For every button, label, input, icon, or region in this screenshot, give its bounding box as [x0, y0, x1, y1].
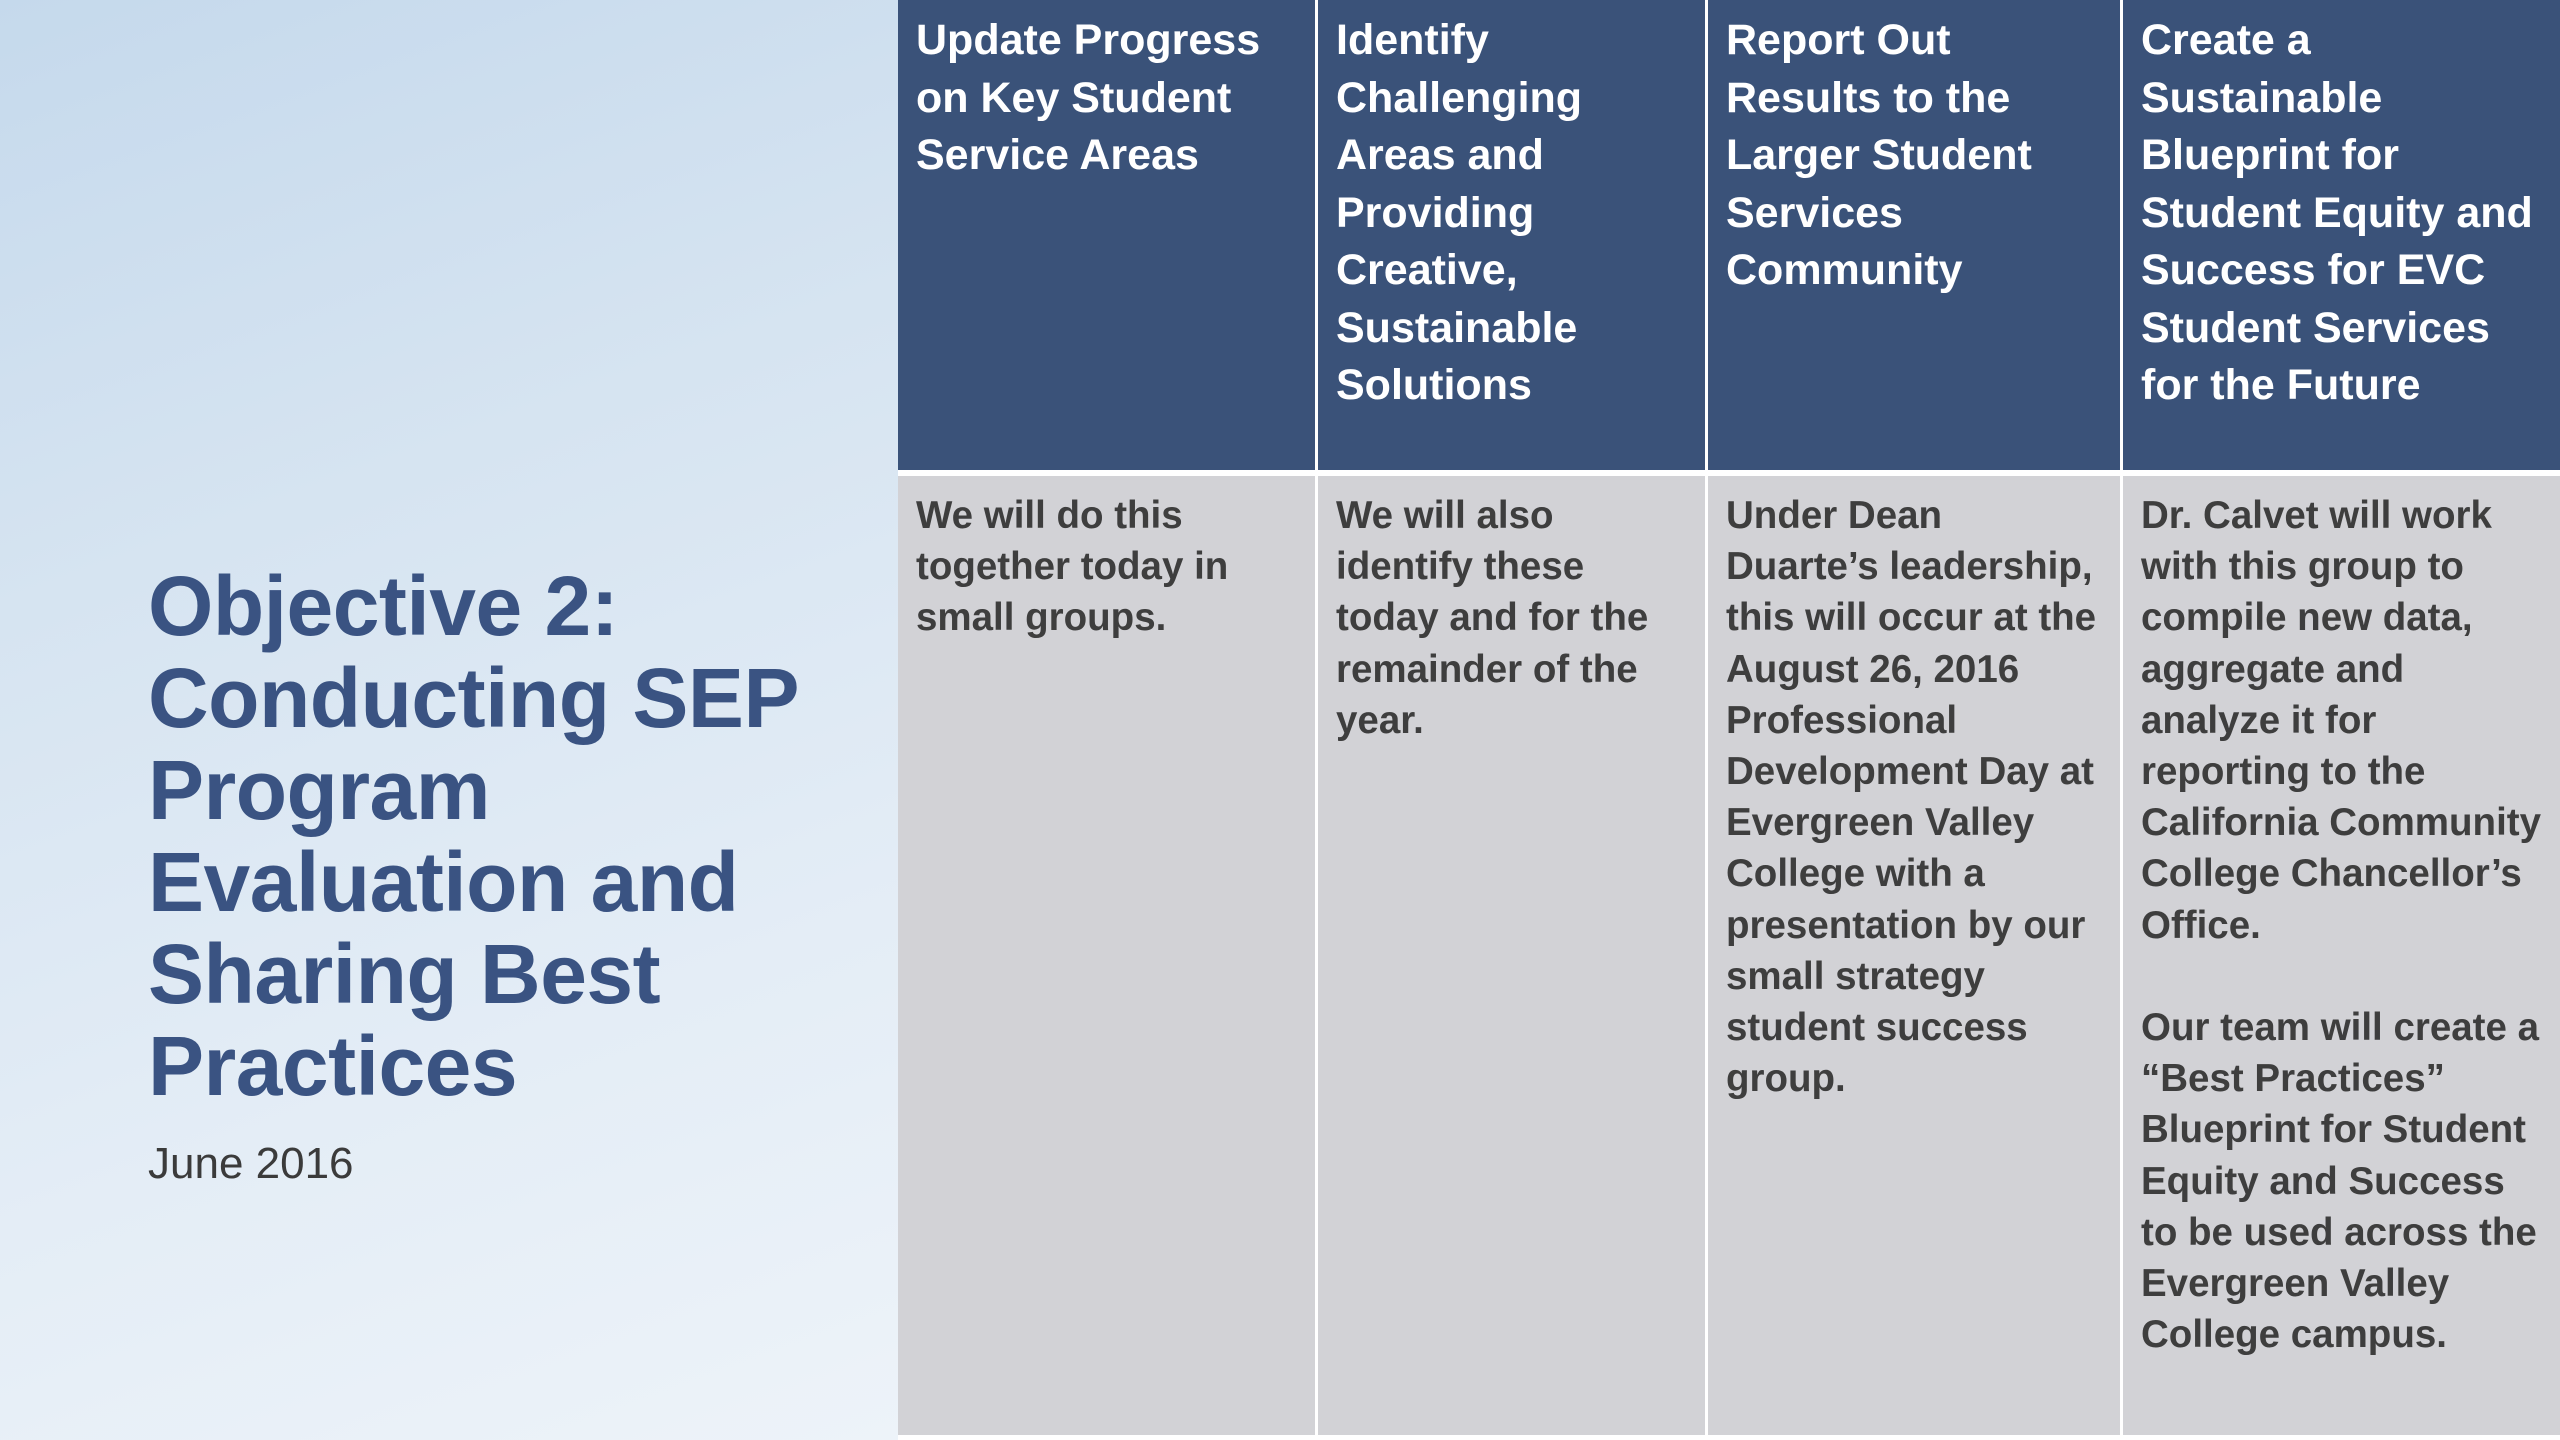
title-panel — [0, 0, 898, 1440]
table-cell-update-progress: We will do this together today in small groups. — [898, 476, 1318, 1440]
table-header-update-progress: Update Progress on Key Student Service Areas — [898, 0, 1318, 476]
table-header-create-blueprint: Create a Sustainable Blueprint for Student Equity and Success for EVC Student Services for the Future — [2123, 0, 2560, 476]
table-cell-report-out: Under Dean Duarte’s leadership, this will occur at the August 26, 2016 Professional Development Day at Evergreen Valley College with a presentation by our small strategy student success group. — [1708, 476, 2123, 1440]
table-header-identify-challenges: Identify Challenging Areas and Providing Creative, Sustainable Solutions — [1318, 0, 1708, 476]
title-block — [148, 560, 868, 1190]
slide-title: Objective 2: Conducting SEP Program Evaluation and Sharing Best Practices — [148, 559, 798, 1113]
objectives-table — [898, 0, 2560, 1440]
table-cell-create-blueprint: Dr. Calvet will work with this group to compile new data, aggregate and analyze it for reporting to the California Community College Chancellor’s Office. Our team will create a “Best Practices” Blueprint for Student Equity and Success to be used across the Evergreen Valley College campus. — [2123, 476, 2560, 1440]
slide-date: June 2016 — [148, 1139, 354, 1188]
table-header-report-out: Report Out Results to the Larger Student Services Community — [1708, 0, 2123, 476]
table-cell-identify-challenges: We will also identify these today and for the remainder of the year. — [1318, 476, 1708, 1440]
